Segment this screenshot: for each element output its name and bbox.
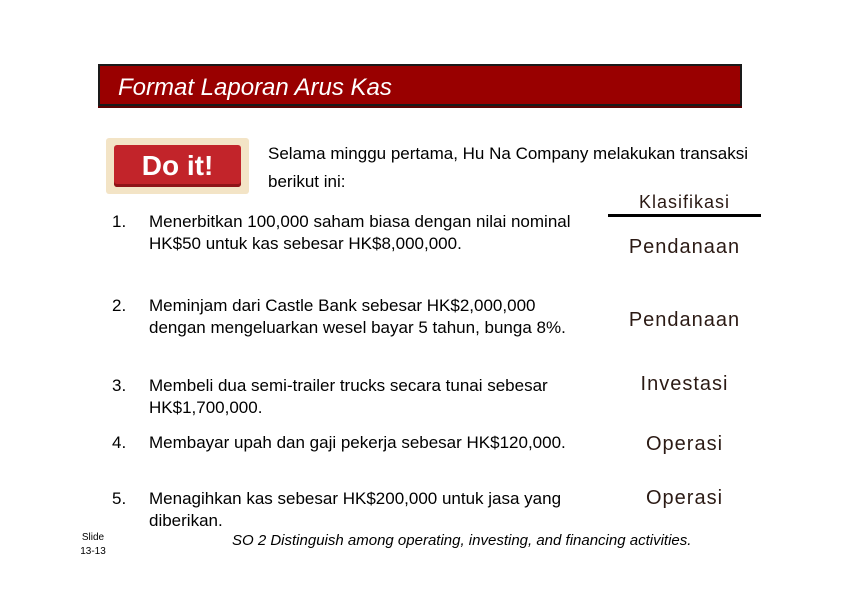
- item-number: 3.: [112, 376, 127, 395]
- item-classification: Pendanaan: [628, 236, 741, 258]
- item-number: 4.: [112, 433, 127, 452]
- item-number: 5.: [112, 489, 127, 508]
- slide-number-text: 13-13: [80, 546, 106, 557]
- item-text: Membeli dua semi-trailer trucks secara tunai sebesar HK$1,700,000.: [149, 376, 548, 417]
- intro-text: Selama minggu pertama, Hu Na Company melakukan transaksi berikut ini:: [268, 144, 749, 191]
- classification-header: Klasifikasi: [608, 190, 761, 217]
- item-classification: Operasi: [645, 433, 724, 455]
- item-text: Menagihkan kas sebesar HK$200,000 untuk jasa yang diberikan.: [149, 489, 562, 530]
- slide-number: [78, 531, 108, 559]
- study-objective-footer: SO 2 Distinguish among operating, investing, and financing activities.: [232, 532, 692, 549]
- item-text: Meminjam dari Castle Bank sebesar HK$2,000,000 dengan mengeluarkan wesel bayar 5 tahun, bunga 8%.: [149, 296, 566, 337]
- do-it-label: Do it!: [114, 145, 241, 187]
- item-classification: Investasi: [640, 373, 729, 395]
- item-number: 2.: [112, 296, 127, 315]
- title-bar: [98, 64, 742, 106]
- item-classification: Pendanaan: [628, 309, 741, 331]
- page-title: Format Laporan Arus Kas: [118, 74, 392, 101]
- item-text: Membayar upah dan gaji pekerja sebesar HK$120,000.: [149, 433, 566, 452]
- slide-label-text: Slide: [81, 532, 105, 543]
- item-classification: Operasi: [645, 487, 724, 509]
- item-number: 1.: [112, 212, 127, 231]
- item-text: Menerbitkan 100,000 saham biasa dengan nilai nominal HK$50 untuk kas sebesar HK$8,000,000.: [149, 212, 571, 253]
- do-it-badge: [106, 138, 249, 194]
